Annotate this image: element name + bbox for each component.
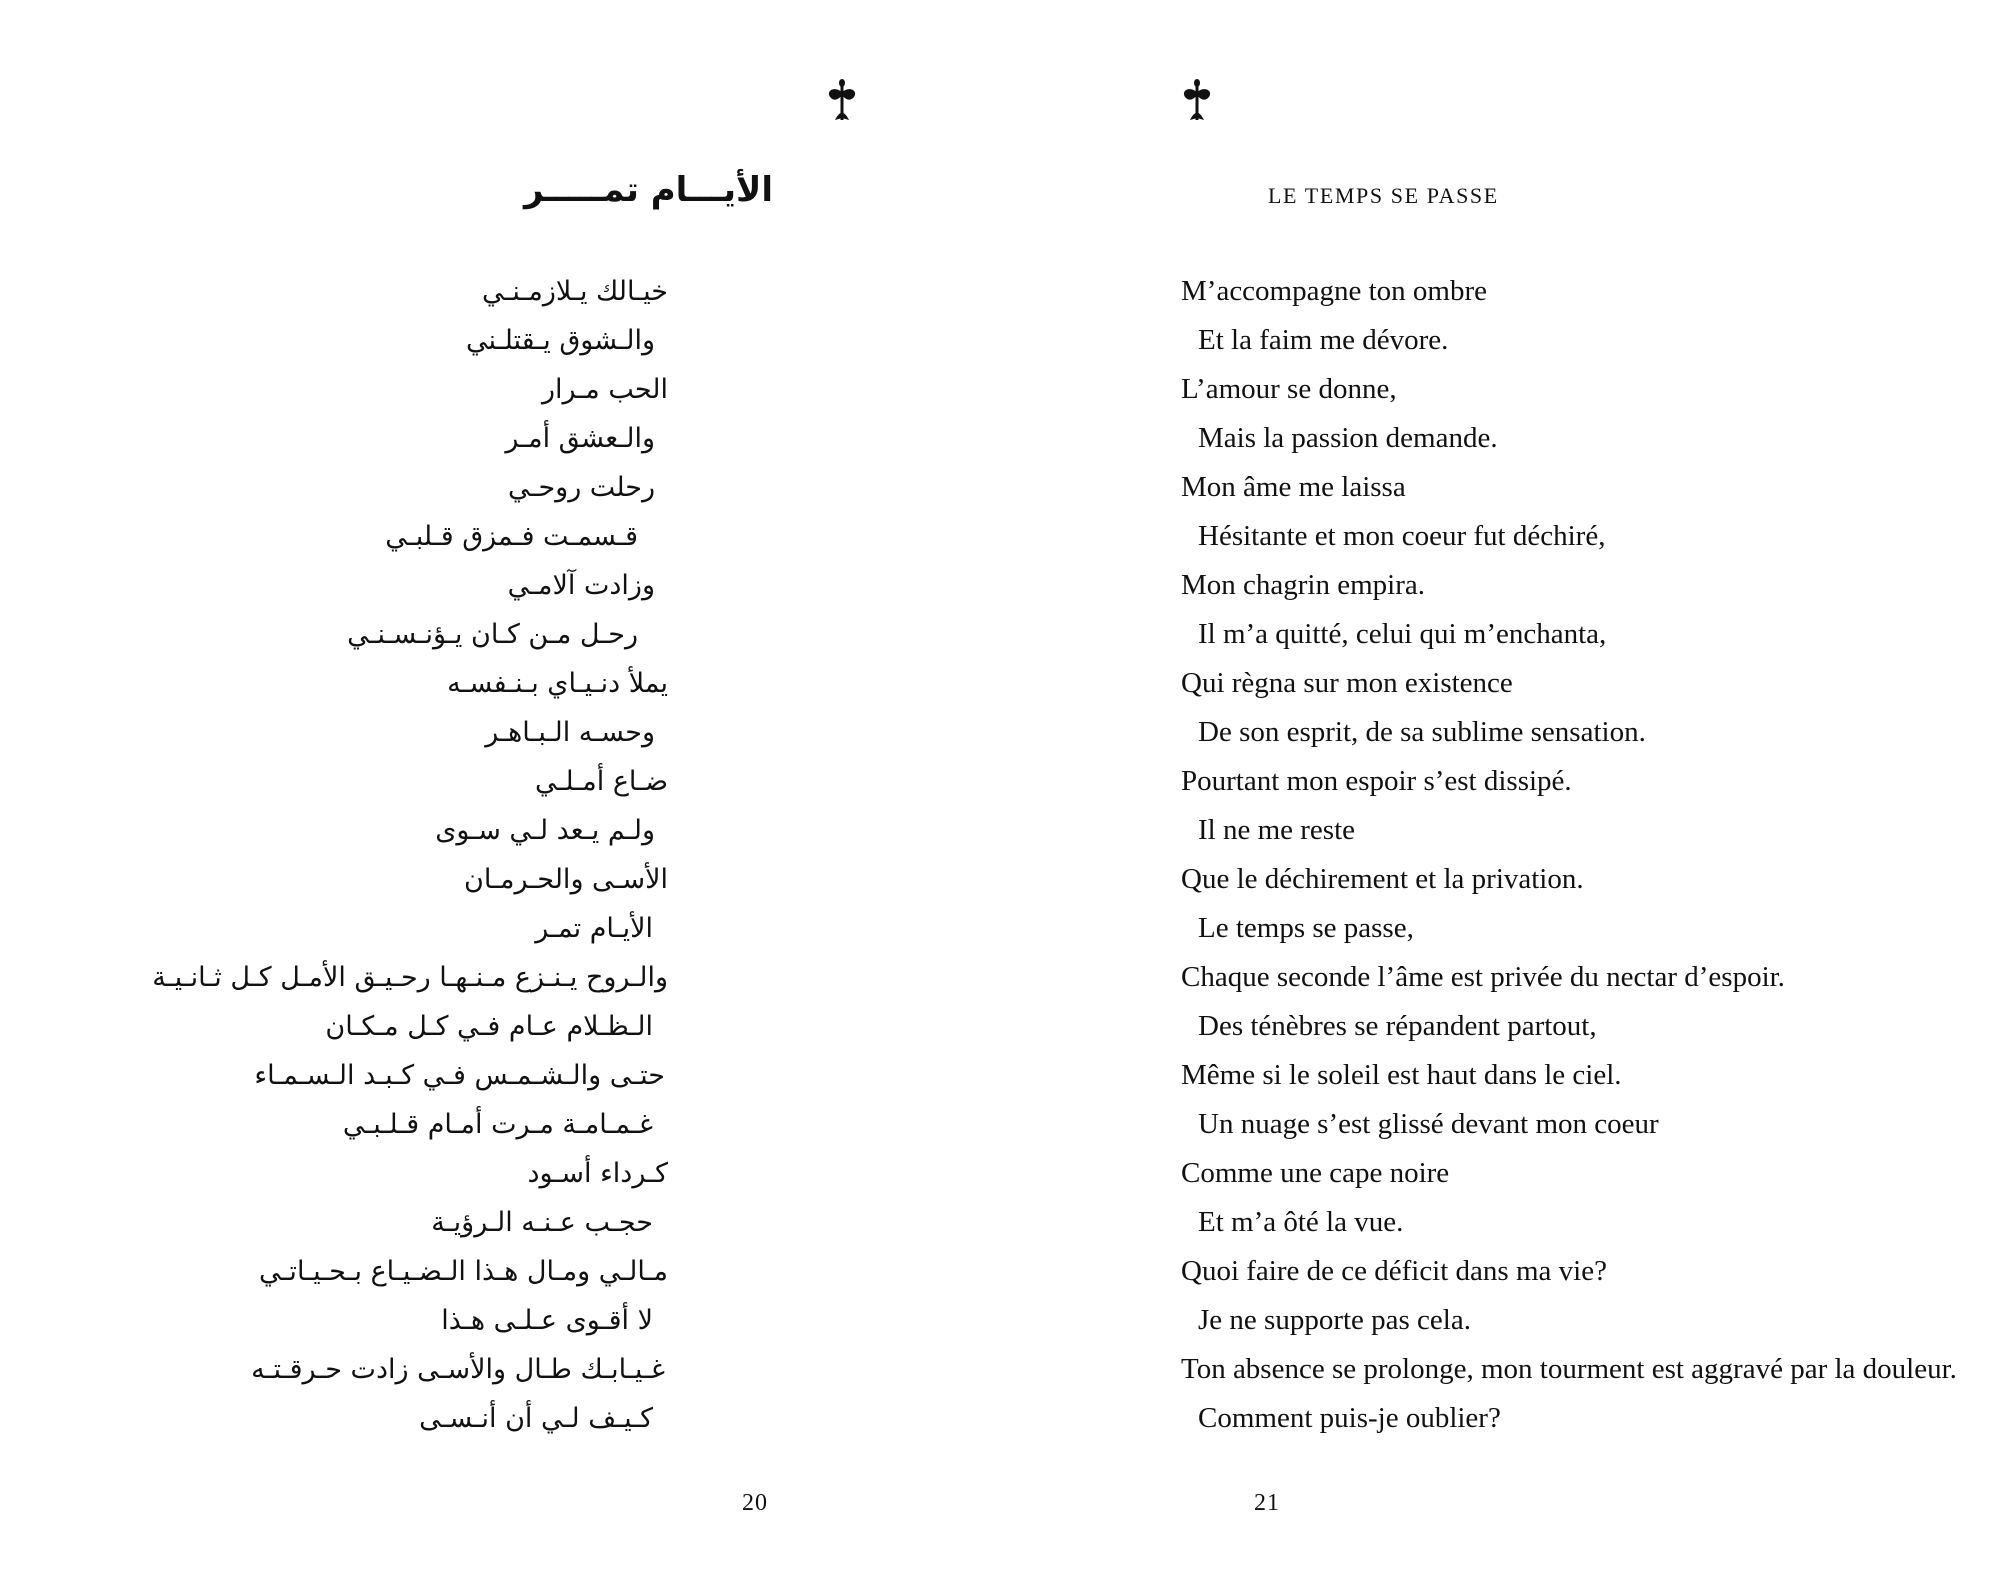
poem-title-french: LE TEMPS SE PASSE bbox=[1268, 183, 1499, 208]
verse-line-french: Qui règna sur mon existence bbox=[1181, 667, 1513, 699]
right-page bbox=[1000, 0, 2000, 1595]
verse-line-french: L’amour se donne, bbox=[1181, 373, 1397, 405]
verse-line-french: Même si le soleil est haut dans le ciel. bbox=[1181, 1059, 1622, 1091]
verse-line-arabic: ولـم يـعد لـي سـوى bbox=[435, 815, 655, 846]
verse-line-french: Des ténèbres se répandent partout, bbox=[1198, 1010, 1597, 1042]
verse-line-arabic: الأسـى والحـرمـان bbox=[464, 864, 668, 895]
verse-line-french: Mon chagrin empira. bbox=[1181, 569, 1426, 601]
verse-line-arabic: والـعشق أمـر bbox=[505, 423, 655, 454]
verse-line-arabic: كـيـف لـي أن أنـسـى bbox=[419, 1403, 653, 1434]
verse-line-arabic: والـروح يـنـزع مـنـهـا رحـيـق الأمـل كـل ثـانـيـة bbox=[152, 962, 668, 993]
verse-line-french: M’accompagne ton ombre bbox=[1181, 275, 1488, 307]
verse-line-arabic: الأيـام تمـر bbox=[535, 913, 653, 944]
verse-line-french: De son esprit, de sa sublime sensation. bbox=[1198, 716, 1646, 748]
verse-line-french: Comme une cape noire bbox=[1181, 1157, 1450, 1189]
verse-line-french: Et la faim me dévore. bbox=[1198, 324, 1449, 356]
verse-line-french: Ton absence se prolonge, mon tourment est aggravé par la douleur. bbox=[1181, 1353, 1957, 1385]
fleuron-ornament-icon bbox=[822, 78, 862, 122]
fleuron-ornament-icon bbox=[1177, 78, 1217, 122]
verse-line-french: Il m’a quitté, celui qui m’enchanta, bbox=[1198, 618, 1607, 650]
verse-line-arabic: رحلت روحـي bbox=[508, 472, 655, 503]
verse-line-french: Il ne me reste bbox=[1198, 814, 1356, 846]
verse-line-arabic: مـالـي ومـال هـذا الـضـيـاع بـحـيـاتـي bbox=[259, 1256, 668, 1287]
french-verse-list bbox=[1181, 267, 2000, 1443]
arabic-verse-list bbox=[0, 267, 1000, 1443]
verse-line-arabic: كـرداء أسـود bbox=[527, 1158, 668, 1189]
verse-line-arabic: خيـالك يـلازمـنـي bbox=[481, 276, 668, 307]
verse-line-french: Hésitante et mon coeur fut déchiré, bbox=[1198, 520, 1606, 552]
verse-line-french: Et m’a ôté la vue. bbox=[1198, 1206, 1404, 1238]
poem-title-arabic: الأيـــام تمـــــر bbox=[524, 170, 773, 210]
verse-line-arabic: حجـب عـنـه الـرؤيـة bbox=[431, 1207, 653, 1238]
verse-line-french: Chaque seconde l’âme est privée du nectar d’espoir. bbox=[1181, 961, 1785, 993]
verse-line-french: Que le déchirement et la privation. bbox=[1181, 863, 1584, 895]
verse-line-arabic: رحـل مـن كـان يـؤنـسـنـي bbox=[347, 619, 638, 650]
verse-line-arabic: الـظـلام عـام فـي كـل مـكـان bbox=[325, 1011, 653, 1042]
verse-line-arabic: غـيـابـك طـال والأسـى زادت حـرقـتـه bbox=[251, 1354, 665, 1385]
verse-line-french: Je ne supporte pas cela. bbox=[1198, 1304, 1471, 1336]
verse-line-arabic: الحب مـرار bbox=[541, 374, 668, 405]
verse-line-arabic: يملأ دنـيـاي بـنـفسـه bbox=[447, 668, 668, 699]
verse-line-french: Un nuage s’est glissé devant mon coeur bbox=[1198, 1108, 1659, 1140]
verse-line-arabic: غـمـامـة مـرت أمـام قـلـبـي bbox=[342, 1109, 653, 1140]
verse-line-arabic: والـشوق يـقتلـني bbox=[466, 325, 655, 356]
verse-line-french: Pourtant mon espoir s’est dissipé. bbox=[1181, 765, 1572, 797]
verse-line-arabic: قـسمـت فـمزق قـلبـي bbox=[385, 521, 638, 552]
verse-line-arabic: وزادت آلامـي bbox=[507, 570, 655, 601]
verse-line-french: Mon âme me laissa bbox=[1181, 471, 1406, 503]
verse-line-french: Quoi faire de ce déficit dans ma vie? bbox=[1181, 1255, 1607, 1287]
verse-line-arabic: ضـاع أمـلـي bbox=[535, 766, 668, 797]
verse-line-arabic: حتـى والـشـمـس فـي كـبـد الـسـمـاء bbox=[254, 1060, 665, 1091]
verse-line-french: Le temps se passe, bbox=[1198, 912, 1414, 944]
verse-line-arabic: لا أقـوى عـلـى هـذا bbox=[441, 1305, 653, 1336]
page-number-right: 21 bbox=[1254, 1490, 1280, 1516]
verse-line-arabic: وحسـه الـبـاهـر bbox=[485, 717, 655, 748]
verse-line-french: Mais la passion demande. bbox=[1198, 422, 1498, 454]
page-number-left: 20 bbox=[742, 1490, 768, 1516]
verse-line-french: Comment puis-je oublier? bbox=[1198, 1402, 1501, 1434]
